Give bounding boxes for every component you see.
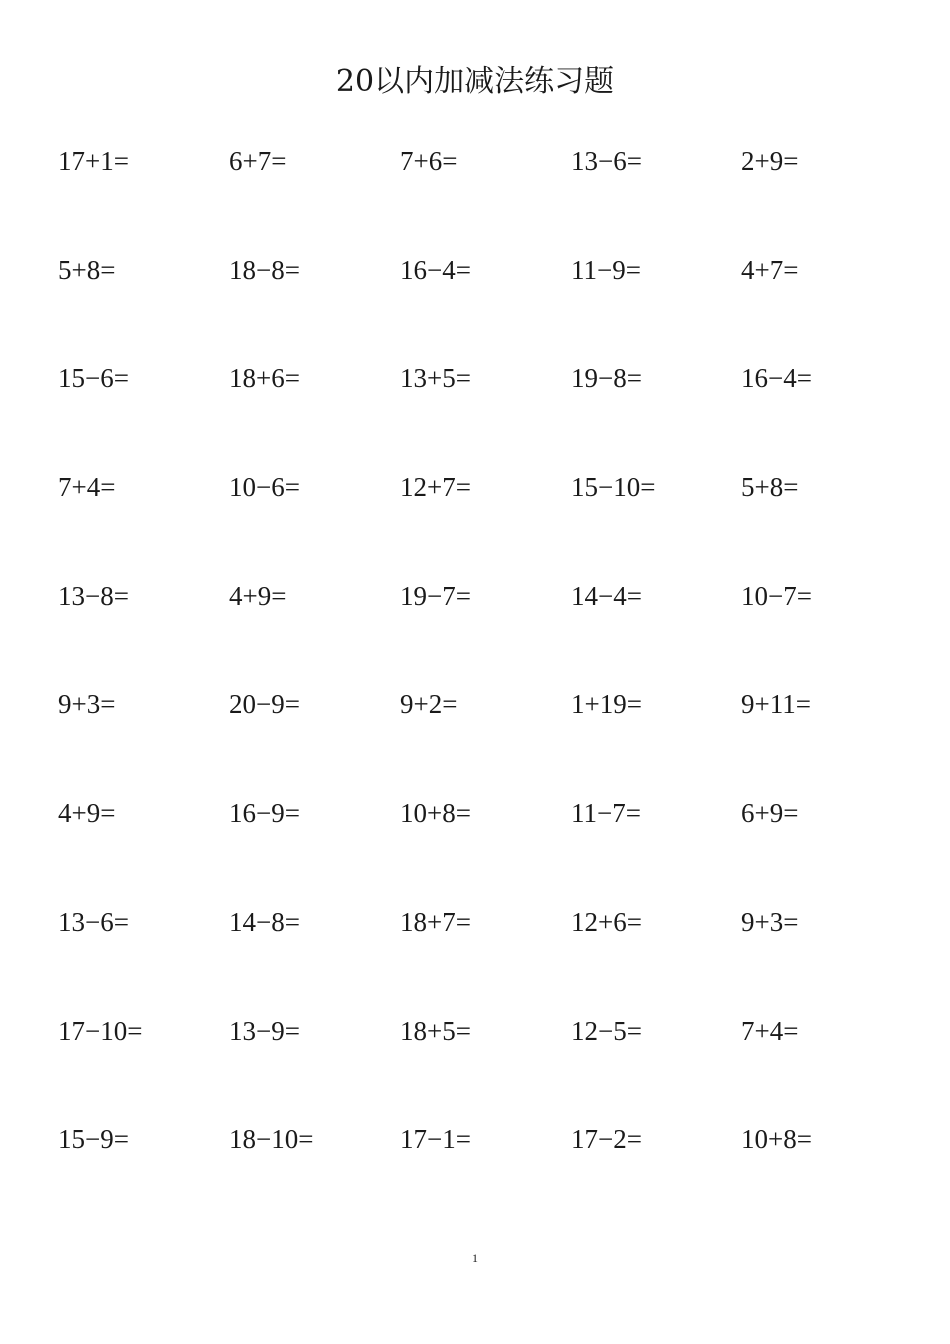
problem-item: 5+8= — [58, 254, 116, 285]
problem-item: 15−9= — [58, 1124, 129, 1155]
problem-item: 9+2= — [400, 689, 458, 720]
problem-item: 13−8= — [58, 580, 129, 611]
problem-item: 9+11= — [741, 689, 811, 720]
problem-item: 16−4= — [741, 363, 812, 394]
problem-item: 7+4= — [58, 472, 116, 503]
problem-item: 17−10= — [58, 1015, 143, 1046]
problem-item: 9+3= — [741, 906, 799, 937]
problem-item: 10−6= — [229, 472, 300, 503]
problem-item: 18+5= — [400, 1015, 471, 1046]
problem-item: 7+4= — [741, 1015, 799, 1046]
problem-item: 17+1= — [58, 146, 129, 176]
problem-item: 10+8= — [741, 1124, 812, 1155]
problem-item: 13−6= — [571, 146, 642, 176]
problem-item: 9+3= — [58, 689, 116, 720]
problem-item: 20−9= — [229, 689, 300, 720]
problem-item: 13−9= — [229, 1015, 300, 1046]
problem-item: 5+8= — [741, 472, 799, 503]
problem-item: 18+7= — [400, 906, 471, 937]
problem-item: 10+8= — [400, 798, 471, 829]
problem-item: 4+9= — [229, 580, 287, 611]
page-number: 1 — [472, 1251, 478, 1265]
problem-item: 16−9= — [229, 798, 300, 829]
problem-item: 4+7= — [741, 254, 799, 285]
problem-item: 19−8= — [571, 363, 642, 394]
problem-item: 1+19= — [571, 689, 642, 720]
problem-item: 16−4= — [400, 254, 471, 285]
problem-item: 12+6= — [571, 906, 642, 937]
problem-item: 7+6= — [400, 146, 458, 176]
problem-item: 19−7= — [400, 580, 471, 611]
problem-item: 11−9= — [571, 254, 641, 285]
problem-item: 12+7= — [400, 472, 471, 503]
problem-item: 10−7= — [741, 580, 812, 611]
problem-item: 14−8= — [229, 906, 300, 937]
problem-item: 17−1= — [400, 1124, 471, 1155]
problem-item: 15−10= — [571, 472, 656, 503]
problem-item: 11−7= — [571, 798, 641, 829]
problem-item: 6+9= — [741, 798, 799, 829]
problem-grid — [58, 141, 918, 1228]
problem-item: 14−4= — [571, 580, 642, 611]
problem-item: 4+9= — [58, 798, 116, 829]
problem-item: 18+6= — [229, 363, 300, 394]
problem-item: 13+5= — [400, 363, 471, 394]
problem-item: 13−6= — [58, 906, 129, 937]
problem-item: 15−6= — [58, 363, 129, 394]
problem-item: 18−10= — [229, 1124, 314, 1155]
page-title: 20以内加减法练习题 — [335, 64, 615, 99]
problem-item: 17−2= — [571, 1124, 642, 1155]
problem-item: 6+7= — [229, 146, 287, 176]
problem-item: 12−5= — [571, 1015, 642, 1046]
problem-item: 18−8= — [229, 254, 300, 285]
problem-item: 2+9= — [741, 146, 799, 176]
